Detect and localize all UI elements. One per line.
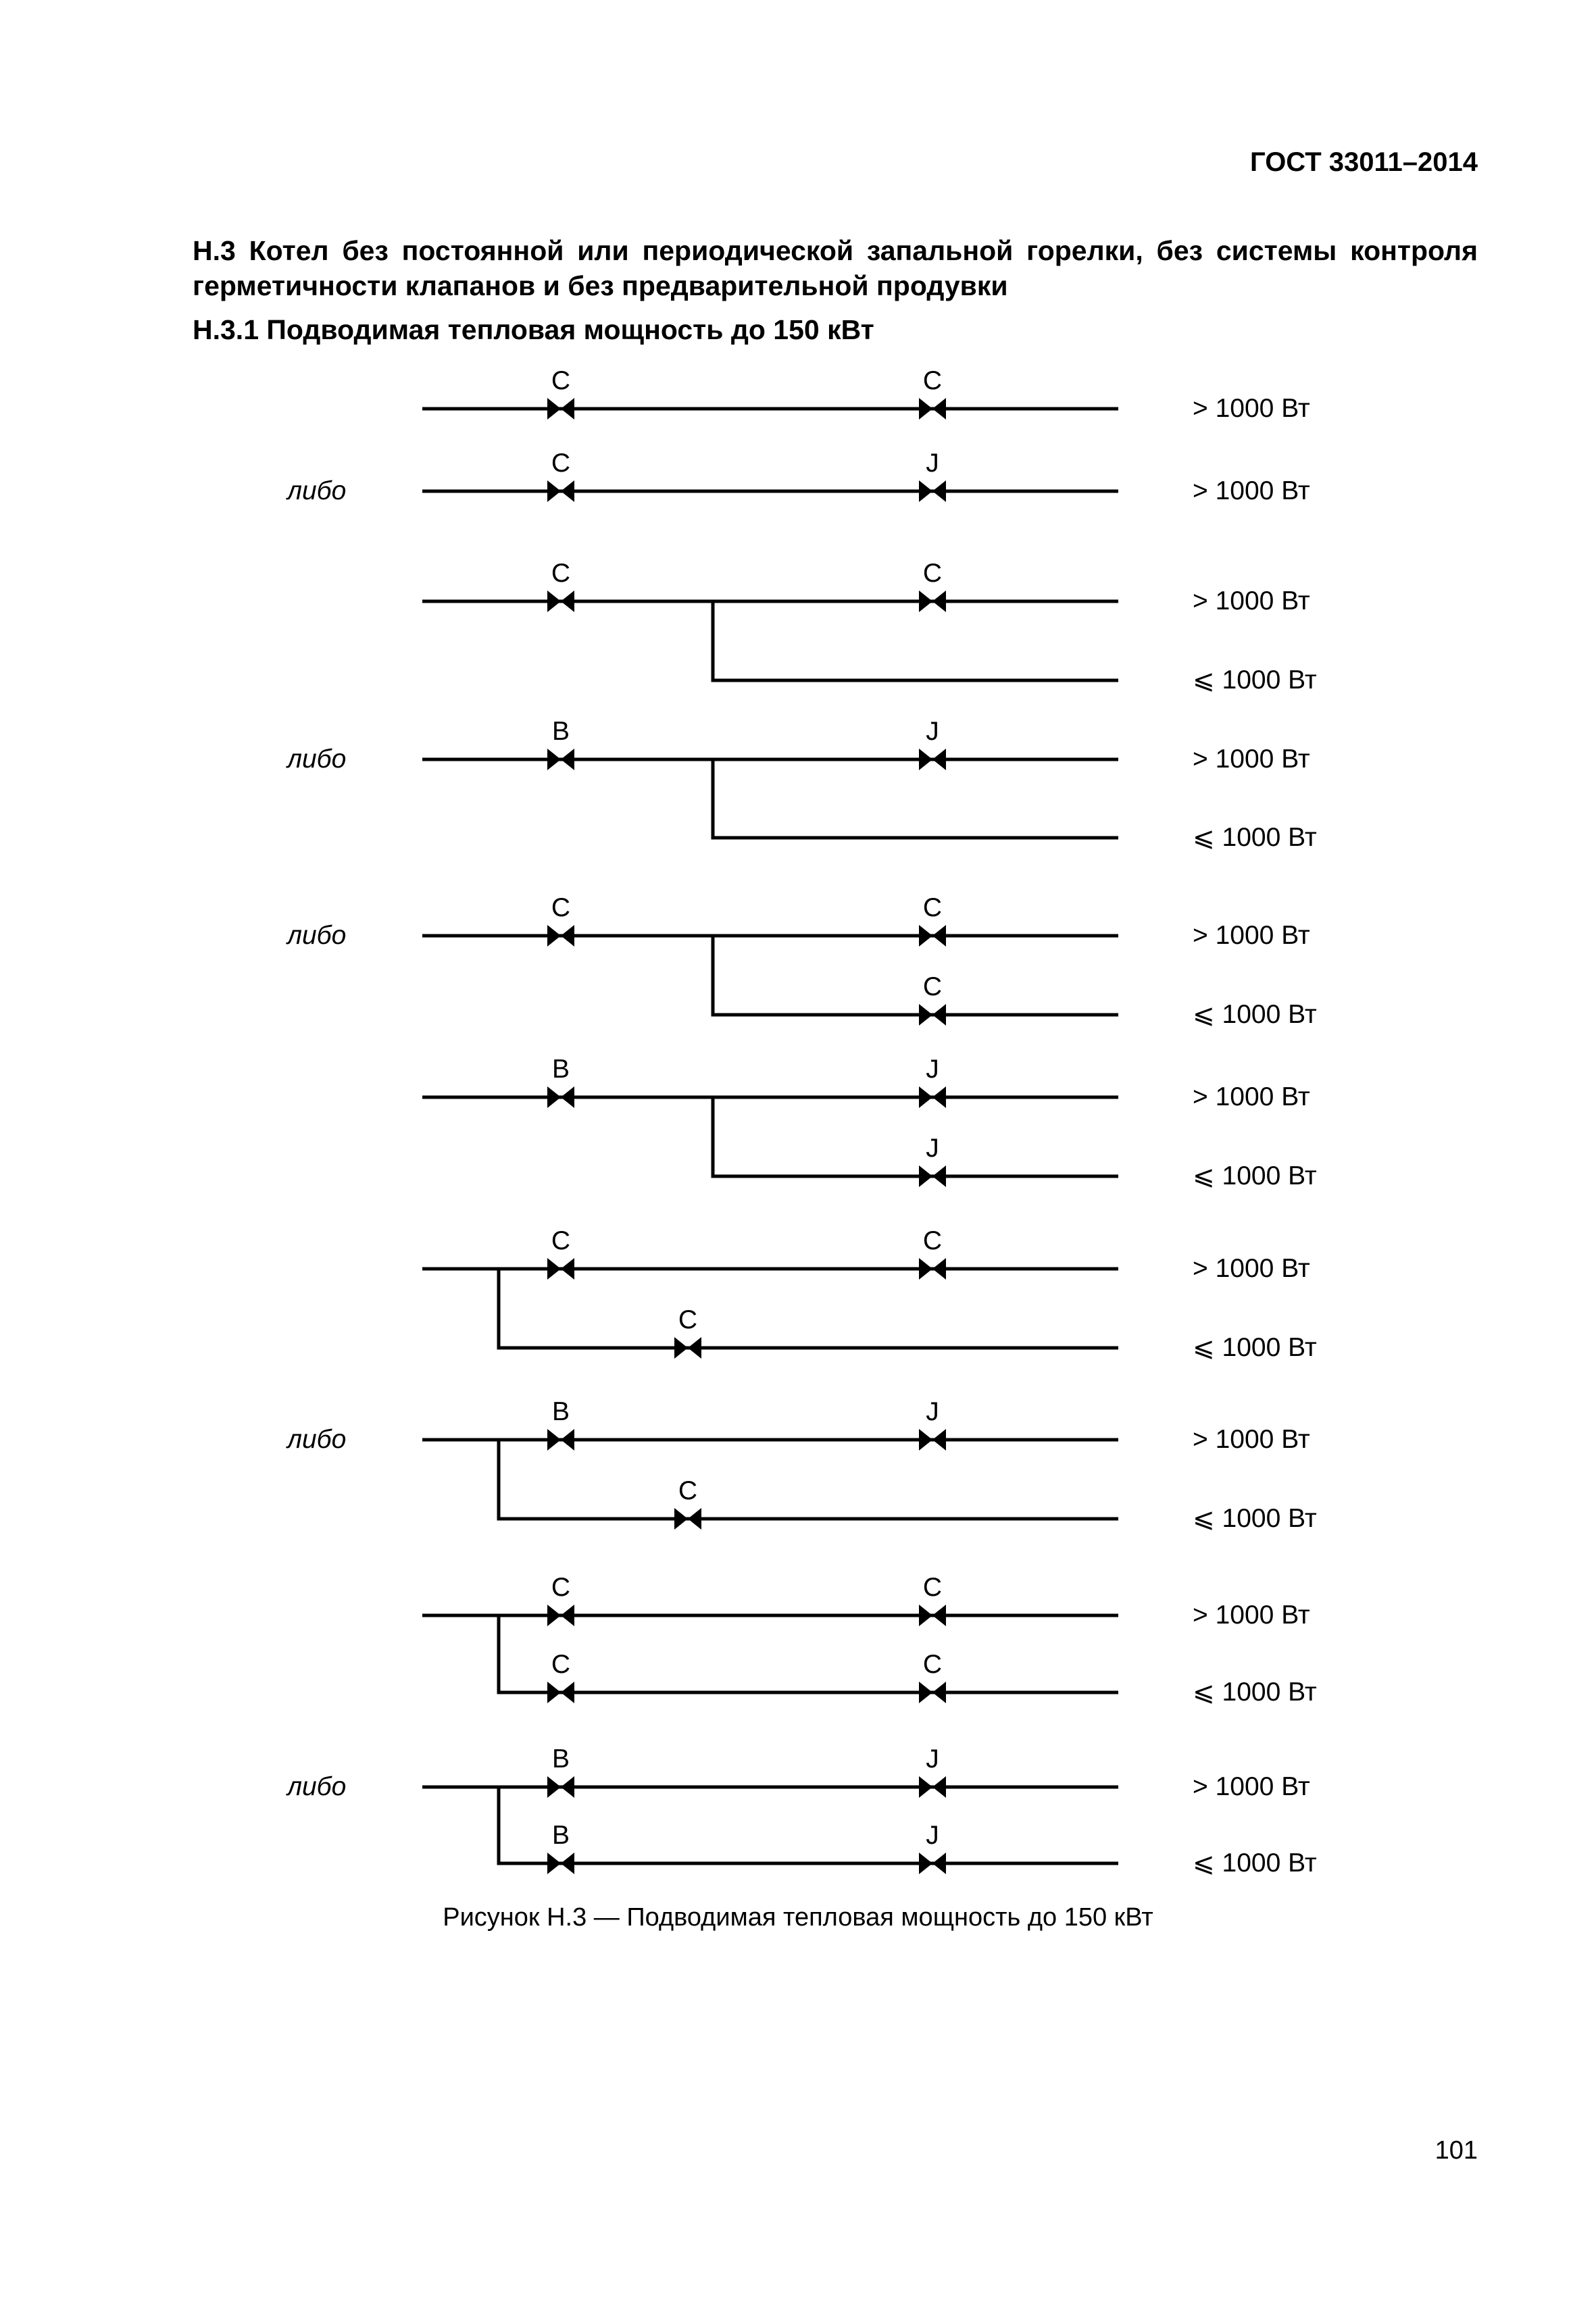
valve-symbol [547, 1853, 561, 1874]
valve-label: C [678, 1305, 698, 1334]
output-label: > 1000 Вт [1193, 394, 1310, 423]
alternative-label: либо [287, 1425, 347, 1454]
valve-symbol [561, 398, 574, 420]
valve-symbol [919, 925, 932, 947]
valve-label: J [926, 1055, 939, 1084]
valve-label: C [922, 972, 943, 1001]
valve-label: C [551, 893, 571, 922]
output-label: ⩽ 1000 Вт [1193, 1678, 1317, 1707]
output-label: > 1000 Вт [1193, 1254, 1310, 1283]
valve-symbol [919, 480, 932, 502]
valve-symbol [932, 1429, 946, 1451]
valve-symbol [561, 1605, 574, 1626]
valve-symbol [919, 1853, 932, 1874]
valve-symbol [932, 480, 946, 502]
output-label: > 1000 Вт [1193, 1601, 1310, 1630]
valve-symbol [688, 1508, 701, 1530]
valve-label: B [551, 717, 570, 746]
valve-label: C [922, 559, 943, 588]
valve-symbol [547, 398, 561, 420]
valve-symbol [932, 1165, 946, 1187]
figure-caption: Рисунок Н.3 — Подводимая тепловая мощность до 150 кВт [443, 1903, 1153, 1932]
output-label: > 1000 Вт [1193, 921, 1310, 950]
section-title: Н.3 Котел без постоянной или периодической запальной горелки, без системы контроля герметичности клапанов и без предварительной продувки [193, 235, 1478, 301]
valve-symbol [919, 1004, 932, 1026]
valve-symbol [561, 1429, 574, 1451]
valve-symbol [547, 749, 561, 770]
valve-label: C [922, 1226, 943, 1255]
valve-symbol [919, 1605, 932, 1626]
alternative-label: либо [287, 1772, 347, 1801]
valve-symbol [674, 1337, 688, 1359]
valve-symbol [932, 749, 946, 770]
valve-label: J [926, 717, 939, 746]
valve-symbol [561, 1086, 574, 1108]
output-label: > 1000 Вт [1193, 476, 1310, 505]
alternative-label: либо [287, 476, 347, 505]
valve-label: J [926, 1397, 939, 1426]
valve-label: J [926, 1821, 939, 1850]
valve-symbol [688, 1337, 701, 1359]
valve-symbol [919, 1258, 932, 1280]
valve-label: C [551, 1573, 571, 1602]
valve-label: C [551, 559, 571, 588]
valve-symbol [561, 1258, 574, 1280]
valve-label: B [551, 1397, 570, 1426]
output-label: > 1000 Вт [1193, 745, 1310, 774]
valve-symbol [547, 1605, 561, 1626]
valve-symbol [932, 590, 946, 612]
valve-symbol [561, 480, 574, 502]
valve-symbol [561, 590, 574, 612]
valve-symbol [561, 1682, 574, 1703]
document-header: ГОСТ 33011–2014 [1250, 147, 1478, 177]
valve-label: J [926, 1744, 939, 1774]
valve-symbol [932, 1776, 946, 1798]
output-label: > 1000 Вт [1193, 1082, 1310, 1111]
alternative-label: либо [287, 745, 347, 774]
valve-symbol [547, 590, 561, 612]
valve-symbol [919, 1429, 932, 1451]
valve-label: C [551, 449, 571, 478]
valve-symbol [919, 1086, 932, 1108]
output-label: ⩽ 1000 Вт [1193, 1848, 1317, 1878]
valve-symbol [561, 1853, 574, 1874]
page-number: 101 [1435, 2136, 1478, 2165]
valve-symbol [547, 1682, 561, 1703]
valve-symbol [932, 1004, 946, 1026]
valve-symbol [932, 1086, 946, 1108]
output-label: ⩽ 1000 Вт [1193, 1000, 1317, 1029]
valve-label: C [551, 1650, 571, 1679]
valve-label: B [551, 1821, 570, 1850]
valve-symbol [561, 749, 574, 770]
valve-label: C [922, 893, 943, 922]
output-label: ⩽ 1000 Вт [1193, 823, 1317, 852]
valve-symbol [561, 925, 574, 947]
valve-label: J [926, 449, 939, 478]
output-label: ⩽ 1000 Вт [1193, 1504, 1317, 1533]
valve-label: C [551, 1226, 571, 1255]
valve-symbol [932, 1605, 946, 1626]
alternative-label: либо [287, 921, 347, 950]
valve-symbol [919, 1776, 932, 1798]
valve-symbol [932, 398, 946, 420]
valve-symbol [932, 1853, 946, 1874]
valve-symbol [561, 1776, 574, 1798]
valve-label: B [551, 1055, 570, 1084]
valve-symbol [547, 925, 561, 947]
output-label: > 1000 Вт [1193, 1772, 1310, 1801]
valve-symbol [919, 1165, 932, 1187]
valve-symbol [547, 1776, 561, 1798]
valve-symbol [919, 398, 932, 420]
valve-symbol [547, 480, 561, 502]
valve-symbol [674, 1508, 688, 1530]
valve-label: B [551, 1744, 570, 1774]
valve-label: C [922, 1573, 943, 1602]
output-label: ⩽ 1000 Вт [1193, 665, 1317, 695]
valve-symbol [547, 1429, 561, 1451]
valve-symbol [919, 590, 932, 612]
valve-label: C [922, 1650, 943, 1679]
valve-symbol [932, 925, 946, 947]
subsection-title: Н.3.1 Подводимая тепловая мощность до 150 кВт [193, 314, 874, 345]
valve-symbol [932, 1258, 946, 1280]
valve-label: C [678, 1476, 698, 1505]
output-label: ⩽ 1000 Вт [1193, 1333, 1317, 1362]
output-label: ⩽ 1000 Вт [1193, 1161, 1317, 1190]
valve-label: J [926, 1134, 939, 1163]
valve-label: C [922, 366, 943, 395]
valve-symbol [547, 1086, 561, 1108]
valve-symbol [932, 1682, 946, 1703]
valve-symbol [919, 749, 932, 770]
output-label: > 1000 Вт [1193, 586, 1310, 615]
valve-symbol [547, 1258, 561, 1280]
output-label: > 1000 Вт [1193, 1425, 1310, 1454]
valve-label: C [551, 366, 571, 395]
valve-symbol [919, 1682, 932, 1703]
